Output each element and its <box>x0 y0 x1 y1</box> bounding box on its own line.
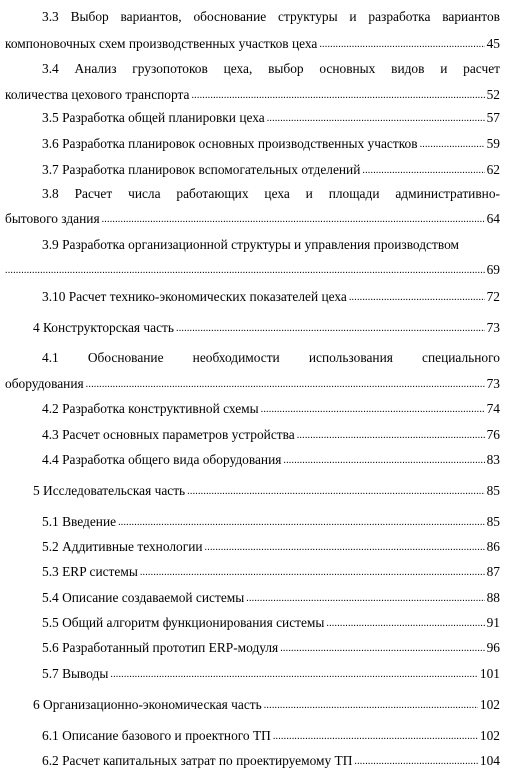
toc-entry-title-cont: компоновочных схем производственных участков цеха <box>5 36 318 51</box>
leader-dots <box>176 319 485 337</box>
toc-page-number: 52 <box>486 87 500 102</box>
toc-page-number: 45 <box>486 36 500 51</box>
toc-page-number: 87 <box>486 564 500 579</box>
toc-entry-title: 3.3 Выбор вариантов, обоснование структуры и разработка вариантов <box>42 9 500 24</box>
toc-entry <box>5 590 500 608</box>
toc-entry <box>5 640 500 658</box>
toc-page-number: 85 <box>486 483 500 498</box>
toc-entry-title: 4.3 Расчет основных параметров устройства <box>42 427 295 442</box>
toc-entry <box>5 186 500 229</box>
leader-dots <box>261 400 485 418</box>
toc-entry-title: 5.5 Общий алгоритм функционирования системы <box>42 615 325 630</box>
toc-page-number: 104 <box>479 753 500 768</box>
leader-dots <box>264 696 478 714</box>
leader-dots <box>273 727 478 745</box>
leader-dots <box>102 210 485 228</box>
toc-entry-title-cont: количества цехового транспорта <box>5 87 190 102</box>
toc-page-number: 96 <box>486 640 500 655</box>
toc-page-number: 73 <box>486 376 500 391</box>
leader-dots <box>118 513 485 531</box>
leader-dots <box>86 375 485 393</box>
leader-dots <box>297 426 485 444</box>
toc-entry-title: 5.2 Аддитивные технологии <box>42 539 203 554</box>
toc-page-number: 64 <box>486 211 500 226</box>
toc-entry-title: 4.1 Обоснование необходимости использования специального <box>42 350 500 365</box>
toc-entry <box>5 728 500 746</box>
toc-entry <box>5 136 500 154</box>
toc-entry-title: 5.3 ERP системы <box>42 564 138 579</box>
toc-entry-title-cont: бытового здания <box>5 211 100 226</box>
toc-entry-title: 3.7 Разработка планировок вспомогательных отделений <box>42 162 361 177</box>
toc-entry-title: 6.1 Описание базового и проектного ТП <box>42 728 271 743</box>
toc-entry-title: 3.9 Разработка организационной структуры и управления производством <box>42 237 459 252</box>
toc-page-number: 102 <box>479 728 500 743</box>
toc-page-number: 88 <box>486 590 500 605</box>
toc-entry-title: 3.8 Расчет числа работающих цеха и площади административно- <box>42 186 500 201</box>
leader-dots <box>246 589 484 607</box>
leader-dots <box>5 261 485 279</box>
toc-page-number: 73 <box>486 320 500 335</box>
toc-entry <box>5 697 500 715</box>
toc-entry-title: 3.5 Разработка общей планировки цеха <box>42 110 265 125</box>
toc-page-number: 83 <box>486 452 500 467</box>
toc-entry <box>5 753 500 771</box>
toc-page-number: 74 <box>486 401 500 416</box>
toc-entry <box>5 539 500 557</box>
toc-entry <box>5 162 500 180</box>
toc-entry <box>5 452 500 470</box>
leader-dots <box>354 752 478 770</box>
leader-dots <box>362 161 484 179</box>
leader-dots <box>319 35 484 53</box>
toc-entry-title: 5.7 Выводы <box>42 666 109 681</box>
toc-entry <box>5 350 500 394</box>
leader-dots <box>326 614 484 632</box>
toc-entry <box>5 483 500 501</box>
leader-dots <box>420 135 485 153</box>
toc-page-number: 72 <box>486 289 500 304</box>
toc-page-number: 57 <box>486 110 500 125</box>
toc-entry <box>5 401 500 419</box>
toc-entry-title: 5.4 Описание создаваемой системы <box>42 590 245 605</box>
toc-page-number: 59 <box>486 136 500 151</box>
toc-page-number: 76 <box>486 427 500 442</box>
leader-dots <box>280 639 484 657</box>
toc-entry-title: 5 Исследовательская часть <box>33 483 186 498</box>
leader-dots <box>187 482 484 500</box>
toc-entry-title: 5.1 Введение <box>42 514 117 529</box>
toc-entry <box>5 564 500 582</box>
toc-entry <box>5 514 500 532</box>
toc-entry-title-cont: оборудования <box>5 376 84 391</box>
toc-entry-title: 4.4 Разработка общего вида оборудования <box>42 452 282 467</box>
toc-entry-title: 4 Конструкторская часть <box>33 320 175 335</box>
toc-entry-title: 3.4 Анализ грузопотоков цеха, выбор основных видов и расчет <box>42 61 500 76</box>
toc-entry <box>5 615 500 633</box>
toc-page-number: 102 <box>479 697 500 712</box>
toc-entry-title: 4.2 Разработка конструктивной схемы <box>42 401 259 416</box>
toc-entry <box>5 9 500 54</box>
leader-dots <box>283 451 484 469</box>
leader-dots <box>205 538 485 556</box>
toc-entry-title: 6 Организационно-экономическая часть <box>33 697 262 712</box>
toc-entry <box>5 110 500 128</box>
toc-entry-title: 3.10 Расчет технико-экономических показателей цеха <box>42 289 347 304</box>
toc-entry <box>5 666 500 684</box>
toc-entry-title: 6.2 Расчет капитальных затрат по проектируемому ТП <box>42 753 353 768</box>
leader-dots <box>191 86 484 104</box>
leader-dots <box>140 563 485 581</box>
toc-page-number: 85 <box>486 514 500 529</box>
toc-entry <box>5 61 500 105</box>
toc-entry <box>5 289 500 307</box>
toc-entry-title: 3.6 Разработка планировок основных производственных участков <box>42 136 418 151</box>
toc-entry <box>5 237 500 280</box>
toc-page-number: 69 <box>486 262 500 277</box>
toc-page-number: 86 <box>486 539 500 554</box>
toc-entry-title: 5.6 Разработанный прототип ERP-модуля <box>42 640 279 655</box>
toc-page-number: 62 <box>486 162 500 177</box>
toc-entry <box>5 427 500 445</box>
leader-dots <box>349 288 485 306</box>
toc-page-number: 101 <box>479 666 500 681</box>
leader-dots <box>110 665 478 683</box>
toc-page-number: 91 <box>486 615 500 630</box>
leader-dots <box>267 109 485 127</box>
toc-entry <box>5 320 500 338</box>
